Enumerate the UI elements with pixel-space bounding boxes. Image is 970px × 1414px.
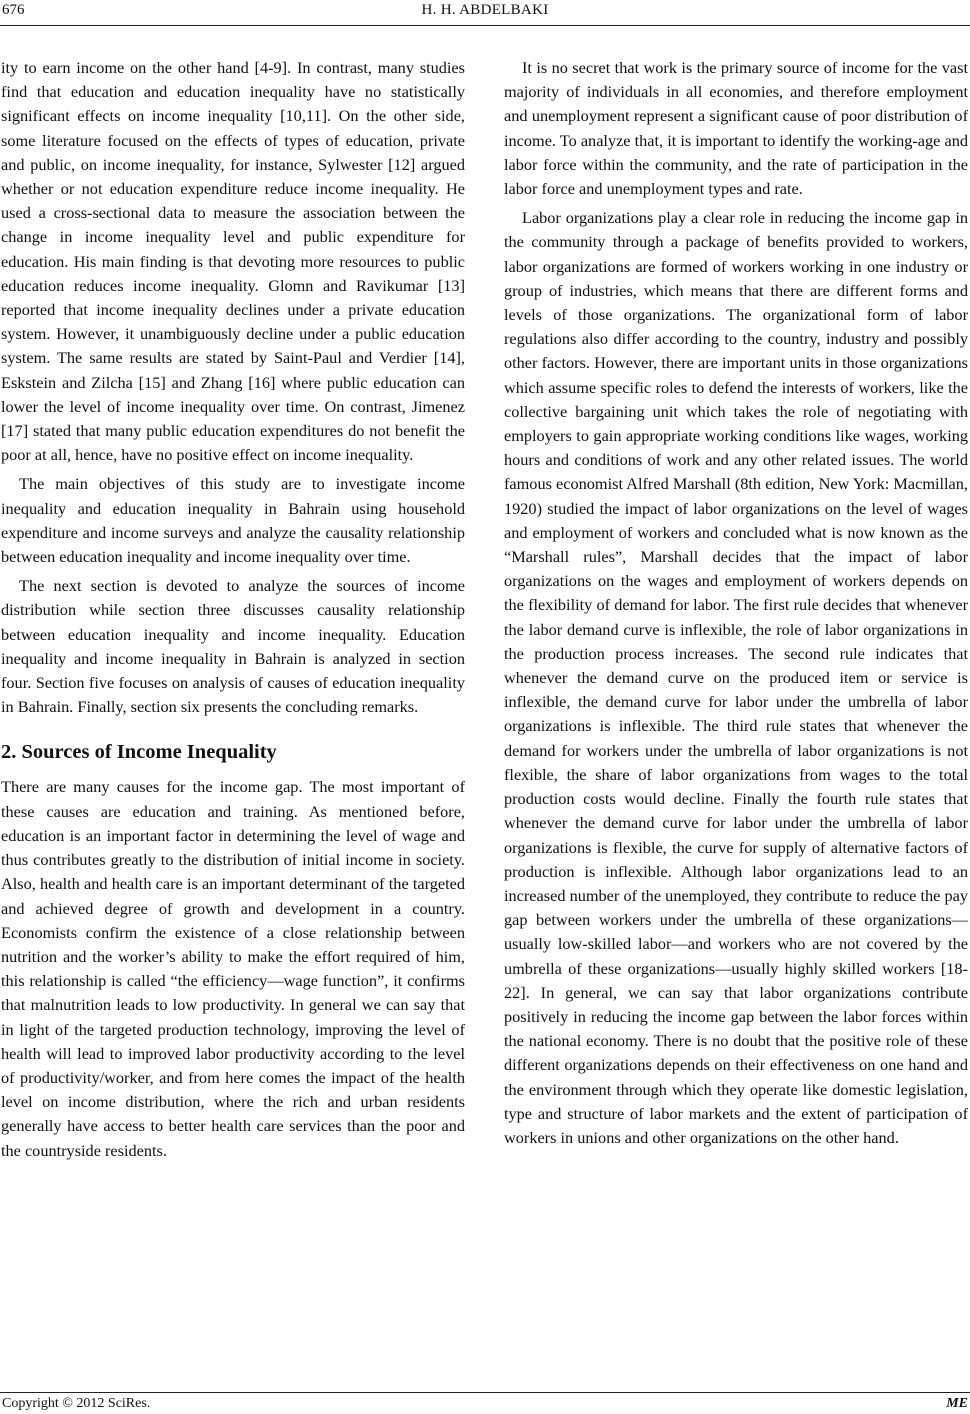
paragraph: The main objectives of this study are to investigate income inequality and education inequality in Bahrain using household expenditure and income surveys and analyze the causality relationship between education inequality and income inequality over time.	[1, 474, 465, 567]
section-heading: 2. Sources of Income Inequality	[1, 741, 277, 764]
page-number: 676	[2, 2, 25, 18]
paragraph: Labor organizations play a clear role in reducing the income gap in the community through a package of benefits provided to workers, labor organizations are formed of workers working in one industry or group of industries, which means that there are different forms and levels of those organizations. The organizational form of labor regulations also differ according to the country, industry and possibly other factors. However, there are important units in those organizations which assume specific roles to defend the interests of workers, like the collective bargaining unit which takes the role of negotiating with employers to gain appropriate working conditions like wages, working hours and conditions of work and any other related issues. The world famous economist Alfred Marshall (8th edition, New York: Macmillan, 1920) studied the impact of labor organizations on the level of wages and employment of workers and concluded what is now known as the “Marshall rules”, Marshall decides that the impact of labor organizations on the wages and employment of workers depends on the flexibility of demand for labor. The first rule decides that whenever the labor demand curve is inflexible, the role of labor organizations in the production process increases. The second rule indicates that whenever the demand curve on the produced item or service is inflexible, the demand curve for labor under the umbrella of labor organizations is inflexible. The third rule states that whenever the demand for workers under the umbrella of labor organizations is not flexible, the share of labor organizations from wages to the total production costs would decline. Finally the fourth rule states that whenever the demand curve for labor under the umbrella of labor organizations is flexible, the curve for supply of alternative factors of production is inflexible. Although labor organizations lead to an increased number of the unemployed, they contribute to reduce the pay gap between workers under the umbrella of these organizations—usually low-skilled labor—and workers who are not covered by the umbrella of these organizations—usually highly skilled workers [18-22]. In general, we can say that labor organizations contribute positively in reducing the income gap between the labor forces within the national economy. There is no doubt that the positive role of these different organizations depends on their effectiveness on one hand and the environment through which they operate like domestic legislation, type and structure of labor markets and the extent of participation of workers in unions and other organizations on the other hand.	[504, 208, 968, 1147]
paragraph: There are many causes for the income gap. The most important of these causes are education and training. As mentioned before, education is an important factor in determining the level of wage and thus contributes greatly to the distribution of initial income in society. Also, health and health care is an important determinant of the targeted and achieved degree of growth and development in a country. Economists confirm the existence of a close relationship between nutrition and the worker’s ability to make the effort required of him, this relationship is called “the efficiency—wage function”, it confirms that malnutrition leads to low productivity. In general we can say that in light of the targeted production technology, improving the level of health will lead to improved labor productivity according to the level of productivity/worker, and from here comes the impact of the health level on income distribution, where the rich and urban residents generally have access to better health care services than the poor and the countryside residents.	[1, 777, 465, 1160]
paragraph: ity to earn income on the other hand [4-9]. In contrast, many studies find that education and education inequality have no statistically significant effects on income inequality [10,11]. On the other side, some literature focused on the effects of types of education, private and public, on income inequality, for instance, Sylwester [12] argued whether or not education expenditure reduce income inequality. He used a cross-sectional data to measure the association between the change in income inequality level and public expenditure for education. His main finding is that devoting more resources to public education reduces income inequality. Glomn and Ravikumar [13] reported that income inequality declines under a private education system. However, it unambiguously decline under a public education system. The same results are stated by Saint-Paul and Verdier [14], Eskstein and Zilcha [15] and Zhang [16] where public education can lower the level of income inequality over time. On contrast, Jimenez [17] stated that many public education expenditures do not benefit the poor at all, hence, have no positive effect on income inequality.	[1, 58, 465, 465]
page-header	[0, 0, 970, 28]
left-column	[1, 56, 465, 1163]
page-footer	[0, 1392, 970, 1414]
paragraph: It is no secret that work is the primary source of income for the vast majority of individuals in all economies, and therefore employment and unemployment represent a significant cause of poor distribution of income. To analyze that, it is important to identify the working-age and labor force within the community, and the rate of participation in the labor force and unemployment types and rate.	[504, 58, 968, 199]
paragraph: The next section is devoted to analyze the sources of income distribution while section three discusses causality relationship between education inequality and income inequality. Education inequality and income inequality in Bahrain is analyzed in section four. Section five focuses on analysis of causes of education inequality in Bahrain. Finally, section six presents the concluding remarks.	[1, 576, 465, 717]
running-head: H. H. ABDELBAKI	[421, 2, 549, 18]
copyright-notice: Copyright © 2012 SciRes.	[2, 1396, 151, 1411]
header-rule	[0, 25, 970, 26]
journal-abbreviation: ME	[946, 1396, 968, 1411]
right-column	[504, 56, 968, 1150]
footer-rule	[0, 1392, 970, 1393]
